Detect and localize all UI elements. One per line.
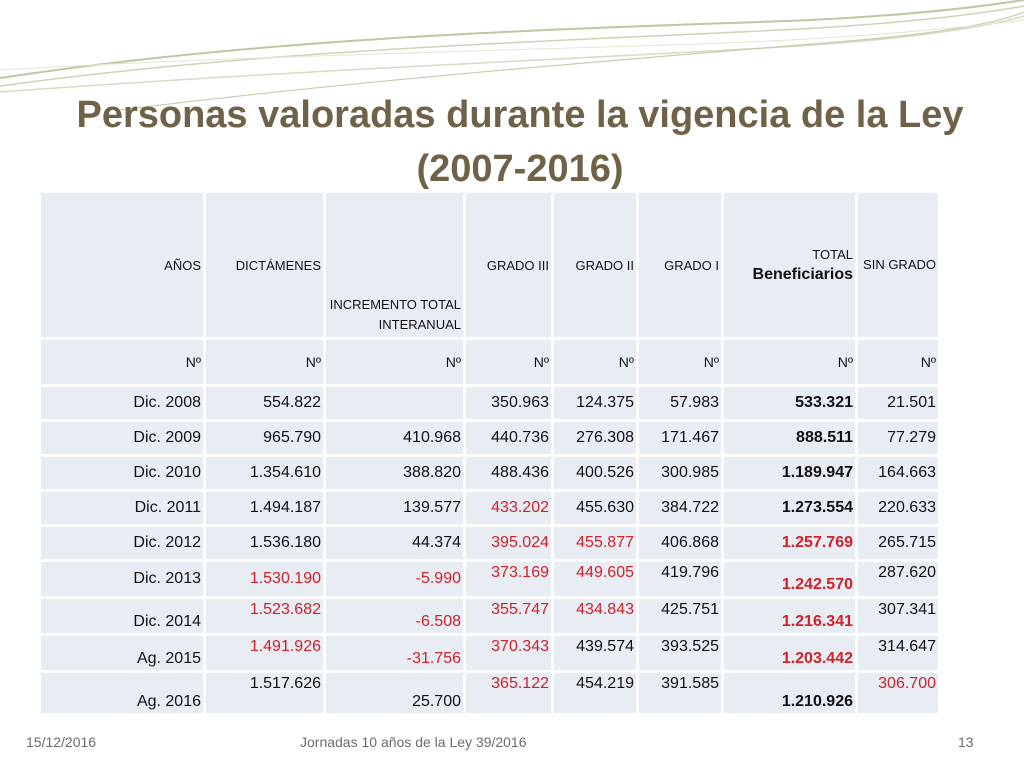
cell-dictamenes: 1.491.926	[206, 636, 323, 670]
cell-year: Dic. 2013	[41, 562, 203, 596]
table-row	[41, 599, 938, 633]
cell-year: Ag. 2016	[41, 673, 203, 713]
cell-grado-2: 455.630	[554, 492, 636, 524]
cell-incremento: 139.577	[326, 492, 463, 524]
table-row	[41, 422, 938, 454]
cell-incremento: -5.990	[326, 562, 463, 596]
cell-grado-3: 440.736	[466, 422, 551, 454]
header-total-big: Beneficiarios	[752, 266, 853, 283]
table-row	[41, 673, 938, 713]
cell-sin-grado: 164.663	[858, 457, 938, 489]
footer-event: Jornadas 10 años de la Ley 39/2016	[300, 734, 527, 750]
header-grado-2: GRADO II	[554, 193, 636, 337]
cell-dictamenes: 1.536.180	[206, 527, 323, 559]
cell-total: 533.321	[724, 387, 855, 419]
cell-grado-1: 425.751	[639, 599, 721, 633]
unit-cell: Nº	[724, 340, 855, 384]
cell-grado-3: 395.024	[466, 527, 551, 559]
cell-grado-3: 355.747	[466, 599, 551, 633]
footer-page-number: 13	[958, 734, 974, 750]
cell-sin-grado: 287.620	[858, 562, 938, 596]
cell-grado-1: 393.525	[639, 636, 721, 670]
cell-year: Dic. 2012	[41, 527, 203, 559]
header-total-small: TOTAL	[812, 247, 853, 262]
cell-grado-1: 300.985	[639, 457, 721, 489]
cell-dictamenes: 1.523.682	[206, 599, 323, 633]
footer-date: 15/12/2016	[26, 734, 97, 750]
cell-grado-2: 124.375	[554, 387, 636, 419]
cell-grado-3: 370.343	[466, 636, 551, 670]
cell-grado-2: 439.574	[554, 636, 636, 670]
cell-grado-2: 449.605	[554, 562, 636, 596]
valuations-table	[38, 190, 941, 716]
cell-sin-grado: 77.279	[858, 422, 938, 454]
cell-grado-1: 384.722	[639, 492, 721, 524]
slide-title	[40, 88, 1000, 196]
header-row	[41, 193, 938, 337]
cell-total: 1.257.769	[724, 527, 855, 559]
table-row	[41, 387, 938, 419]
cell-dictamenes: 1.530.190	[206, 562, 323, 596]
cell-grado-3: 488.436	[466, 457, 551, 489]
cell-incremento: 410.968	[326, 422, 463, 454]
cell-incremento: -31.756	[326, 636, 463, 670]
header-dictamenes: DICTÁMENES	[206, 193, 323, 337]
unit-cell: Nº	[206, 340, 323, 384]
cell-dictamenes: 1.354.610	[206, 457, 323, 489]
cell-grado-2: 276.308	[554, 422, 636, 454]
table-row	[41, 636, 938, 670]
cell-dictamenes: 1.517.626	[206, 673, 323, 713]
cell-total: 1.203.442	[724, 636, 855, 670]
cell-dictamenes: 554.822	[206, 387, 323, 419]
cell-total: 888.511	[724, 422, 855, 454]
cell-grado-1: 406.868	[639, 527, 721, 559]
cell-grado-1: 391.585	[639, 673, 721, 713]
cell-grado-3: 373.169	[466, 562, 551, 596]
cell-year: Dic. 2010	[41, 457, 203, 489]
cell-sin-grado: 314.647	[858, 636, 938, 670]
cell-grado-1: 171.467	[639, 422, 721, 454]
cell-incremento: 44.374	[326, 527, 463, 559]
cell-grado-2: 455.877	[554, 527, 636, 559]
header-years: AÑOS	[41, 193, 203, 337]
unit-cell: Nº	[466, 340, 551, 384]
cell-year: Dic. 2014	[41, 599, 203, 633]
cell-total: 1.242.570	[724, 562, 855, 596]
header-grado-1: GRADO I	[639, 193, 721, 337]
cell-grado-2: 454.219	[554, 673, 636, 713]
header-grado-3: GRADO III	[466, 193, 551, 337]
cell-grado-3: 350.963	[466, 387, 551, 419]
cell-grado-3: 433.202	[466, 492, 551, 524]
title-line-1: Personas valoradas durante la vigencia de la Ley	[76, 94, 964, 136]
unit-row	[41, 340, 938, 384]
cell-incremento: 388.820	[326, 457, 463, 489]
cell-total: 1.189.947	[724, 457, 855, 489]
unit-cell: Nº	[554, 340, 636, 384]
header-sin-grado: SIN GRADO	[858, 193, 938, 337]
header-incremento: INCREMENTO TOTAL INTERANUAL	[326, 193, 463, 337]
cell-grado-2: 400.526	[554, 457, 636, 489]
table-row	[41, 457, 938, 489]
cell-total: 1.273.554	[724, 492, 855, 524]
cell-year: Dic. 2008	[41, 387, 203, 419]
header-total	[724, 193, 855, 337]
cell-sin-grado: 21.501	[858, 387, 938, 419]
unit-cell: Nº	[858, 340, 938, 384]
cell-sin-grado: 306.700	[858, 673, 938, 713]
unit-cell: Nº	[639, 340, 721, 384]
cell-total: 1.216.341	[724, 599, 855, 633]
cell-year: Ag. 2015	[41, 636, 203, 670]
cell-grado-1: 57.983	[639, 387, 721, 419]
cell-year: Dic. 2009	[41, 422, 203, 454]
title-line-2: (2007-2016)	[416, 148, 624, 190]
cell-grado-2: 434.843	[554, 599, 636, 633]
table-row	[41, 527, 938, 559]
cell-sin-grado: 265.715	[858, 527, 938, 559]
cell-grado-3: 365.122	[466, 673, 551, 713]
cell-sin-grado: 220.633	[858, 492, 938, 524]
cell-incremento: 25.700	[326, 673, 463, 713]
cell-grado-1: 419.796	[639, 562, 721, 596]
cell-dictamenes: 965.790	[206, 422, 323, 454]
cell-incremento: -6.508	[326, 599, 463, 633]
table-row	[41, 492, 938, 524]
unit-cell: Nº	[326, 340, 463, 384]
cell-total: 1.210.926	[724, 673, 855, 713]
unit-cell: Nº	[41, 340, 203, 384]
cell-year: Dic. 2011	[41, 492, 203, 524]
table-row	[41, 562, 938, 596]
cell-incremento	[326, 387, 463, 419]
cell-sin-grado: 307.341	[858, 599, 938, 633]
cell-dictamenes: 1.494.187	[206, 492, 323, 524]
